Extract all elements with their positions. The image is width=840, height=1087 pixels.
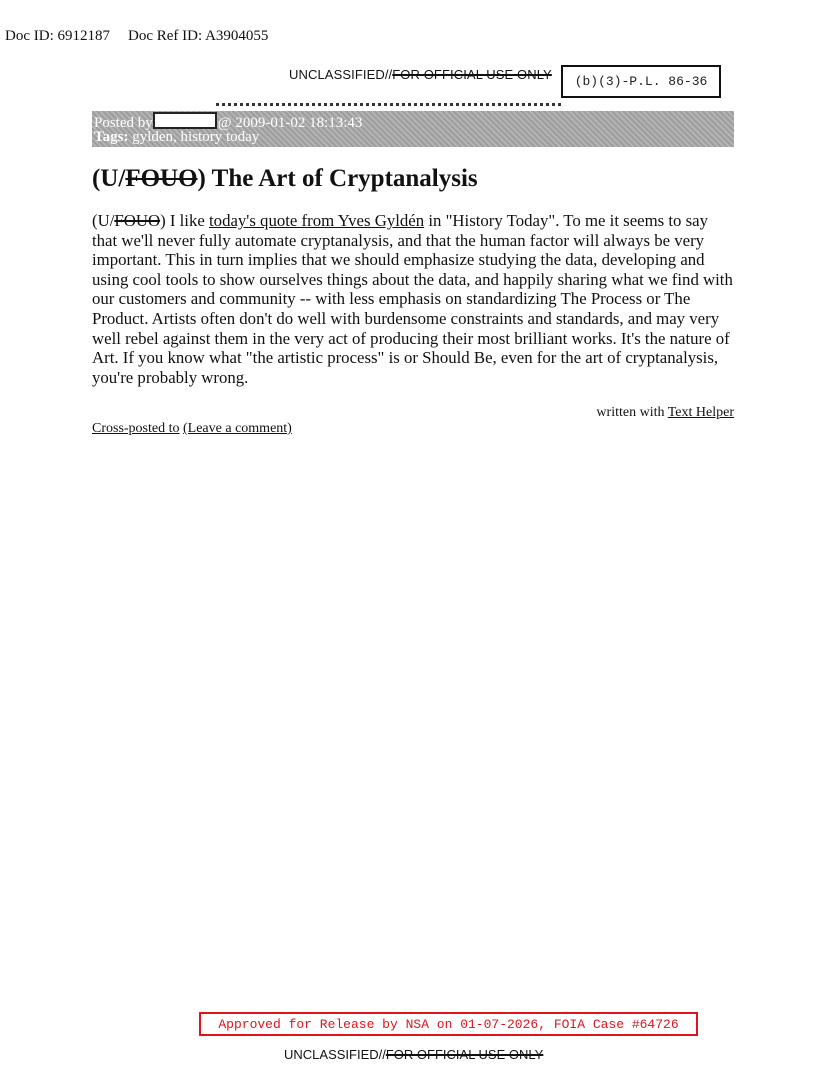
quote-link[interactable]: today's quote from Yves Gyldén [209, 211, 425, 230]
post-meta-bar [92, 111, 734, 147]
posted-by-label: Posted by [94, 115, 153, 131]
cross-posted-link[interactable]: Cross-posted to [92, 421, 180, 436]
classification-struck-bottom: FOR OFFICIAL USE ONLY [385, 1047, 544, 1062]
document-id-header [5, 28, 268, 45]
classification-banner-top [289, 67, 552, 82]
classification-struck: FOR OFFICIAL USE ONLY [392, 67, 552, 82]
doc-ref-id: Doc Ref ID: A3904055 [128, 28, 269, 44]
written-with-label: written with [596, 405, 665, 420]
written-with [596, 405, 734, 421]
text-helper-link[interactable]: Text Helper [667, 405, 734, 420]
post-title [92, 165, 478, 193]
redacted-author [153, 112, 217, 129]
tags-value: gylden, history today [132, 129, 260, 145]
classification-prefix-bottom: UNCLASSIFIED// [284, 1047, 386, 1062]
leave-comment-link[interactable]: (Leave a comment) [183, 421, 292, 436]
doc-id: Doc ID: 6912187 [5, 28, 110, 44]
body-marking-struck: FOUO [114, 211, 161, 230]
posted-timestamp: @ 2009-01-02 18:13:43 [217, 115, 363, 131]
title-text: ) The Art of Cryptanalysis [197, 165, 478, 192]
title-marking-struck: FOUO [125, 165, 198, 192]
release-stamp: Approved for Release by NSA on 01-07-2026, FOIA Case #64726 [199, 1012, 698, 1036]
exemption-box: (b)(3)-P.L. 86-36 [561, 65, 721, 98]
tags-row [94, 129, 259, 146]
redaction-leader-dots [216, 88, 561, 106]
cross-post-row [92, 421, 292, 437]
tags-label: Tags: [94, 129, 129, 145]
post-body [92, 211, 734, 387]
body-text: in "History Today". To me it seems to say that we'll never fully automate cryptanalysis, and that the human factor will always be very important. This in turn implies that we should emphasize studying the data, developing and using cool tools to show ourselves things about the data, and happily sharing what we find with our customers and community -- with less emphasis on standardizing The Process or The Product. Artists often don't do well with burdensome constraints and standards, and may very well rebel against them in the very act of producing their most brilliant works. It's the nature of Art. If you know what "the artistic process" is or Should Be, even for the art of cryptanalysis, you're probably wrong. [92, 211, 733, 387]
body-marking-prefix: (U/ [92, 211, 115, 230]
title-marking-prefix: (U/ [92, 165, 126, 192]
classification-banner-bottom [284, 1047, 543, 1062]
classification-prefix: UNCLASSIFIED// [289, 67, 393, 82]
body-intro: ) I like [160, 211, 210, 230]
